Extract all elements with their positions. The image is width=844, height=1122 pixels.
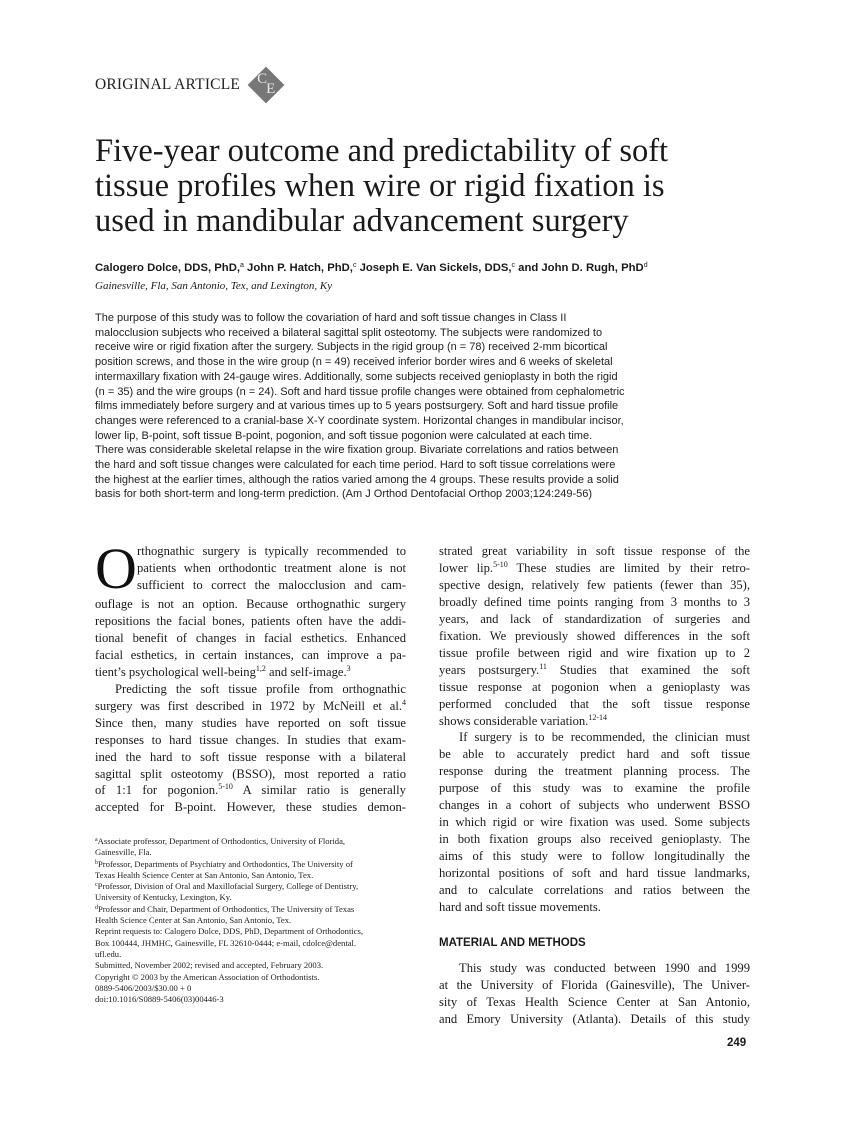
footnote-mark: d: [95, 904, 98, 911]
body-line: accepted for B-point. However, these studies demon-: [95, 800, 406, 815]
abstract-line: intermaxillary fixation with 24-gauge wires. Additionally, some subjects received genioplasty in both the rigid: [95, 370, 618, 383]
title-line: used in mandibular advancement surgery: [95, 203, 629, 239]
body-line: responses to hard tissue changes. In studies that exam-: [95, 732, 406, 747]
text-run: Professor and Chair, Department of Orthodontics, The University of Texas: [98, 903, 355, 914]
body-line: This study was conducted between 1990 and 1999: [459, 961, 750, 975]
body-line: in which rigid or wire fixation was used. Some subjects: [439, 815, 750, 830]
body-line: tissue response at pogonion when a genioplasty was: [439, 679, 750, 694]
text-run: of 1:1 for pogonion.: [95, 783, 219, 798]
footnote-mark: c: [95, 882, 98, 889]
abstract-line: malocclusion subjects who received a bilateral sagittal split osteotomy. The subjects were randomized to: [95, 326, 603, 339]
body-line: [439, 662, 750, 679]
author-name: John P. Hatch, PhD,: [243, 262, 353, 274]
text-run: Professor, Departments of Psychiatry and Orthodontics, The University of: [98, 858, 353, 869]
footnote-line: Gainesville, Fla.: [95, 847, 152, 858]
issn-line: 0889-5406/2003/$30.00 + 0: [95, 982, 192, 993]
abstract: [95, 311, 700, 502]
article-title: [95, 134, 775, 239]
ce-badge-e: E: [266, 81, 276, 97]
footnote-line: [95, 904, 406, 915]
body-line: repositions the facial bones, patients often have the addi-: [95, 613, 406, 628]
citation-ref: 4: [402, 697, 406, 707]
footnote-mark: a: [95, 837, 98, 843]
ce-badge-icon: [246, 66, 284, 104]
body-line: Predicting the soft tissue profile from orthognathic: [115, 681, 406, 696]
footnote-line: [95, 859, 406, 870]
abstract-line: The purpose of this study was to follow the covariation of hard and soft tissue changes in Class II: [95, 312, 567, 324]
text-run: years postsurgery.: [439, 662, 540, 677]
body-line: and to calculate correlations and ratios between the: [439, 883, 750, 898]
citation-ref: 11: [539, 661, 547, 671]
footnote-line: University of Kentucky, Lexington, Ky.: [95, 892, 232, 903]
title-line: Five-year outcome and predictability of soft: [95, 133, 669, 169]
reprint-line: ufl.edu.: [95, 948, 122, 959]
text-run: shows considerable variation.: [439, 713, 589, 728]
author-name: and John D. Rugh, PhD: [515, 262, 644, 274]
body-line: facial esthetics, in certain instances, can improve a pa-: [95, 647, 406, 662]
footnote-line: Texas Health Science Center at San Antonio, San Antonio, Tex.: [95, 869, 314, 880]
author-affil-mark: d: [643, 262, 648, 269]
author-affil-mark: a: [240, 262, 244, 269]
body-line: at the University of Florida (Gainesville), The Univer-: [439, 977, 750, 992]
citation-ref: 5-10: [218, 782, 233, 792]
abstract-line: (n = 35) and the wire groups (n = 24). Soft and hard tissue profile changes were obtained from cephalometric: [95, 385, 625, 398]
abstract-line: the highest at the earlier times, although the ratios varied among the 4 groups. These results provide a solid: [95, 473, 619, 486]
text-run: Studies that examined the soft: [546, 662, 750, 677]
body-line: If surgery is to be recommended, the clinician must: [459, 730, 750, 745]
citation-ref: 5-10: [493, 559, 508, 569]
body-right-column: [439, 543, 750, 916]
reprint-line: Box 100444, JHMHC, Gainesville, FL 32610-0444; e-mail, cdolce@dental.: [95, 937, 357, 948]
footnote-mark: b: [95, 859, 98, 866]
drop-cap-lines: [137, 543, 406, 596]
body-line: Since then, many studies have reported on soft tissue: [95, 715, 406, 730]
body-line: and Emory University (Atlanta). Details of this study: [439, 1011, 750, 1026]
title-line: tissue profiles when wire or rigid fixation is: [95, 168, 665, 204]
intro-opening: [95, 536, 406, 601]
page-number: 249: [727, 1037, 747, 1049]
citation-ref: 12-14: [588, 712, 608, 722]
author-affil-mark: c: [352, 262, 357, 269]
body-line: fixation. We previously showed differences in the soft: [439, 628, 750, 643]
body-line: strated great variability in soft tissue response of the: [439, 544, 750, 558]
ce-badge-c: C: [257, 71, 268, 87]
abstract-line: changes were referenced to a cranial-base X-Y coordinate system. Horizontal changes in mandibular incisor,: [95, 414, 624, 427]
body-line: tissue profile between rigid and wire fixation up to 2: [439, 645, 750, 660]
body-line: aims of this study were to follow longitudinally the: [439, 849, 750, 864]
body-left-column: [95, 536, 406, 816]
doi-line: doi:10.1016/S0889-5406(03)00446-3: [95, 994, 224, 1005]
submitted-line: Submitted, November 2002; revised and accepted, February 2003.: [95, 960, 324, 971]
body-line: sufficient to correct the malocclusion and cam-: [137, 577, 406, 592]
body-line: be able to accurately predict hard and soft tissue: [439, 747, 750, 762]
author-name: Joseph E. Van Sickels, DDS,: [356, 262, 512, 274]
abstract-line: position screws, and those in the wire group (n = 49) received inferior border wires and 6 weeks of skeletal: [95, 356, 613, 369]
copyright-line: Copyright © 2003 by the American Association of Orthodontists.: [95, 971, 320, 982]
body-line: tional benefit of changes in facial esthetics. Enhanced: [95, 630, 406, 645]
body-line: [439, 560, 750, 577]
body-line: changes in a cohort of subjects who underwent BSSO: [439, 798, 750, 813]
body-line: years, and lack of standardization of surgeries and: [439, 611, 750, 626]
body-line: rthognathic surgery is typically recommended to: [137, 544, 406, 558]
body-line: ined the hard to soft tissue response with a bilateral: [95, 749, 406, 764]
text-run: Associate professor, Department of Orthodontics, University of Florida,: [97, 836, 346, 846]
text-run: lower lip.: [439, 560, 494, 575]
abstract-line: receive wire or rigid fixation after the surgery. Subjects in the rigid group (n = 78) received 2-mm bicortical: [95, 341, 608, 354]
text-run: tient’s psychological well-being: [95, 664, 256, 679]
abstract-line: lower lip, B-point, soft tissue B-point, pogonion, and soft tissue pogonion were calculated at each time.: [95, 429, 593, 442]
body-line: spective design, relatively few patients (fewer than 35),: [439, 577, 750, 592]
text-run: A similar ratio is generally: [232, 783, 406, 798]
article-header: [95, 70, 284, 100]
footnote-line: Health Science Center at San Antonio, San Antonio, Tex.: [95, 915, 292, 926]
text-run: These studies are limited by their retro-: [507, 560, 750, 575]
abstract-line: There was considerable skeletal relapse in the wire fixation group. Bivariate correlations and ratios between: [95, 444, 619, 457]
body-line: [439, 713, 750, 730]
body-line: broadly defined time points ranging from 3 months to 3: [439, 594, 750, 609]
citation-ref: 1,2: [255, 663, 266, 673]
body-line: [95, 698, 406, 715]
reprint-line: Reprint requests to: Calogero Dolce, DDS, PhD, Department of Orthodontics,: [95, 926, 364, 937]
footnote-line: [95, 881, 406, 892]
body-line: in both fixation groups also received genioplasty. The: [439, 832, 750, 847]
citation-ref: 3: [346, 663, 351, 673]
methods-text: [439, 960, 750, 1028]
body-line: [95, 782, 406, 799]
author-name: Calogero Dolce, DDS, PhD,: [95, 262, 241, 274]
body-line: performed concluded that the soft tissue response: [439, 696, 750, 711]
body-line: sity of Texas Health Science Center at San Antonio,: [439, 994, 750, 1009]
body-line: hard and soft tissue movements.: [439, 900, 601, 915]
abstract-line: basis for both short-term and long-term prediction. (Am J Orthod Dentofacial Orthop 2003;124:249-56): [95, 488, 593, 501]
abstract-line: the hard and soft tissue changes were calculated for each time period. Hard to soft tissue correlations were: [95, 459, 616, 472]
text-run: Professor, Division of Oral and Maxillofacial Surgery, College of Dentistry,: [97, 881, 359, 892]
footnotes: [95, 836, 406, 1005]
footnote-line: [95, 836, 406, 847]
text-run: and self-image.: [265, 664, 347, 679]
body-line: sagittal split osteotomy (BSSO), most reported a ratio: [95, 766, 406, 781]
article-type-label: ORIGINAL ARTICLE: [95, 76, 241, 93]
abstract-line: films immediately before surgery and at various times up to 5 years postsurgery. Soft and hard tissue profile: [95, 400, 619, 413]
body-line: [95, 664, 406, 681]
body-line: response during the treatment planning process. The: [439, 764, 750, 779]
body-line: patients when orthodontic treatment alone is not: [137, 560, 406, 575]
body-line: ouflage is not an option. Because orthognathic surgery: [95, 597, 406, 611]
section-heading: MATERIAL AND METHODS: [439, 937, 586, 949]
text-run: surgery was first described in 1972 by McNeill et al.: [95, 698, 402, 713]
author-affil-mark: c: [511, 262, 516, 269]
author-list: [95, 262, 775, 274]
body-line: horizontal positions of soft and hard tissue landmarks,: [439, 866, 750, 881]
body-line: purpose of this study was to examine the profile: [439, 781, 750, 796]
author-locations: Gainesville, Fla, San Antonio, Tex, and Lexington, Ky: [95, 280, 333, 292]
drop-cap: O: [95, 536, 137, 601]
